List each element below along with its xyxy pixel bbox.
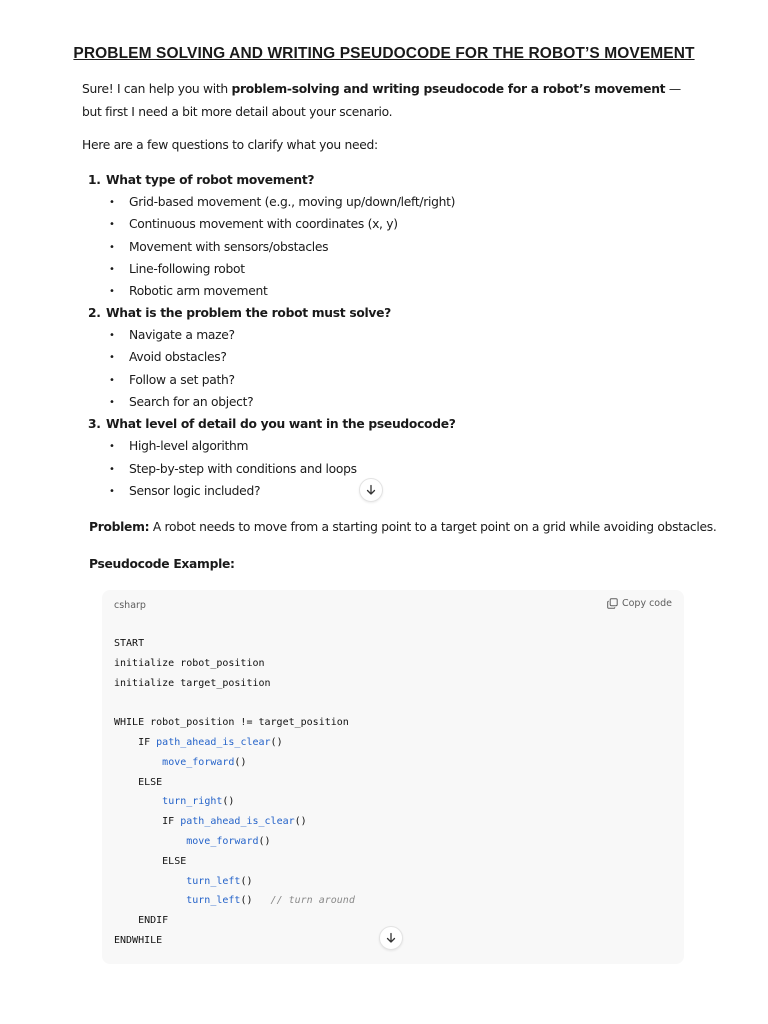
code-content <box>114 634 355 951</box>
code-line: move_forward() <box>162 756 247 768</box>
question-text: What level of detail do you want in the pseudocode? <box>106 417 456 431</box>
code-line: initialize target_position <box>114 677 271 689</box>
bullet-icon: • <box>109 219 115 230</box>
arrow-down-icon <box>385 932 397 944</box>
question-text: What type of robot movement? <box>106 173 315 187</box>
bullet-icon: • <box>109 441 115 452</box>
code-line: ENDWHILE <box>114 934 163 946</box>
bullet-icon: • <box>109 242 115 253</box>
copy-code-button[interactable] <box>607 598 672 609</box>
bullet-icon: • <box>109 352 115 363</box>
bullet-icon: • <box>109 286 115 297</box>
question-2 <box>88 306 391 320</box>
list-item: • Line-following robot <box>109 262 245 276</box>
code-comment: // turn around <box>270 895 355 907</box>
question-text: What is the problem the robot must solve? <box>106 306 392 320</box>
code-line: ENDIF <box>114 915 169 927</box>
code-line: IF path_ahead_is_clear() <box>114 816 307 828</box>
problem-text: A robot needs to move from a starting point to a target point on a grid while avoiding obstacles. <box>149 520 717 534</box>
code-line: turn_left() // turn around <box>186 895 355 907</box>
code-line: IF path_ahead_is_clear() <box>114 736 283 748</box>
bullet-icon: • <box>109 464 115 475</box>
intro-text-bold: problem-solving and writing pseudocode for a robot’s movement <box>231 82 666 96</box>
scroll-down-button[interactable] <box>359 478 383 502</box>
clarify-text: Here are a few questions to clarify what you need: <box>82 138 378 152</box>
code-line: WHILE robot_position != target_position <box>114 717 349 729</box>
question-number: 1. <box>88 173 101 187</box>
function-name: turn_right <box>162 796 223 808</box>
bullet-icon: • <box>109 330 115 341</box>
intro-text-start: Sure! I can help you with <box>82 82 232 96</box>
bullet-icon: • <box>109 197 115 208</box>
code-line: ELSE <box>114 855 187 867</box>
list-item: • Sensor logic included? <box>109 484 261 498</box>
intro-paragraph <box>82 78 682 124</box>
list-item: • Navigate a maze? <box>109 328 235 342</box>
problem-label: Problem: <box>89 520 150 534</box>
bullet-icon: • <box>109 397 115 408</box>
problem-statement <box>89 520 717 534</box>
list-item: • Follow a set path? <box>109 373 235 387</box>
code-line: turn_right() <box>162 796 235 808</box>
copy-icon <box>607 598 618 609</box>
list-item: • Search for an object? <box>109 395 254 409</box>
question-number: 2. <box>88 306 101 320</box>
copy-code-label: Copy code <box>621 598 672 609</box>
function-name: turn_left <box>186 895 241 907</box>
function-name: path_ahead_is_clear <box>180 816 295 828</box>
function-name: move_forward <box>186 835 259 847</box>
list-item: • Avoid obstacles? <box>109 350 227 364</box>
question-number: 3. <box>88 417 101 431</box>
page-title: PROBLEM SOLVING AND WRITING PSEUDOCODE FOR THE ROBOT’S MOVEMENT <box>73 45 695 62</box>
list-item: • High-level algorithm <box>109 439 249 453</box>
code-line-blank <box>114 693 355 713</box>
function-name: move_forward <box>162 756 235 768</box>
code-line: initialize robot_position <box>114 657 265 669</box>
intro-text-end: — but first I need a bit more detail about your scenario. <box>82 82 681 119</box>
code-line: move_forward() <box>186 835 271 847</box>
code-language-label: csharp <box>114 600 146 611</box>
bullet-icon: • <box>109 264 115 275</box>
function-name: path_ahead_is_clear <box>156 736 271 748</box>
list-item: • Continuous movement with coordinates (x, y) <box>109 217 398 231</box>
list-item: • Movement with sensors/obstacles <box>109 240 329 254</box>
question-1 <box>88 173 314 187</box>
code-block <box>102 590 684 964</box>
arrow-down-icon <box>365 484 377 496</box>
list-item: • Step-by-step with conditions and loops <box>109 462 357 476</box>
code-line: turn_left() <box>186 875 253 887</box>
function-name: turn_left <box>186 875 241 887</box>
list-item: • Robotic arm movement <box>109 284 268 298</box>
question-3 <box>88 417 456 431</box>
bullet-icon: • <box>109 486 115 497</box>
code-line: START <box>114 638 145 649</box>
scroll-down-button[interactable] <box>379 926 403 950</box>
bullet-icon: • <box>109 375 115 386</box>
list-item: • Grid-based movement (e.g., moving up/down/left/right) <box>109 195 456 209</box>
pseudocode-heading: Pseudocode Example: <box>89 557 235 571</box>
code-line: ELSE <box>114 776 163 788</box>
